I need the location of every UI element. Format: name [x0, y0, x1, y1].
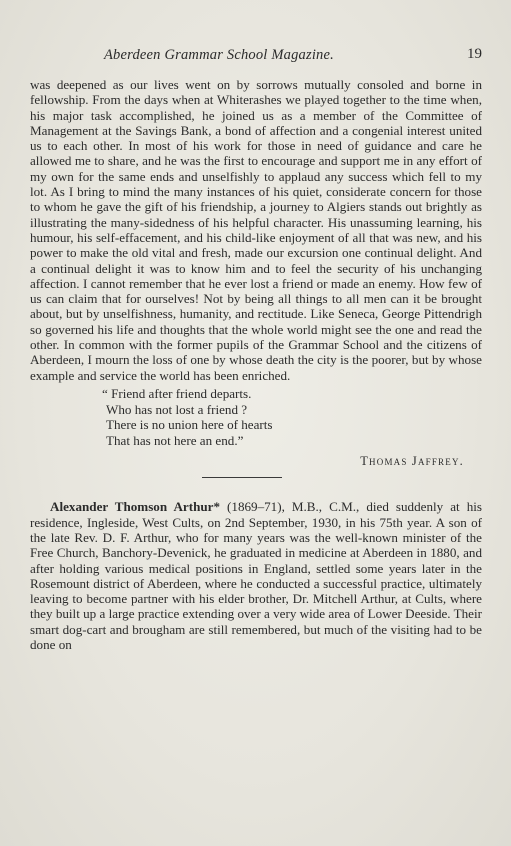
page-header [30, 47, 482, 67]
page-number: 19 [467, 46, 482, 62]
article-body [30, 77, 482, 652]
author-signature: Thomas Jaffrey. [360, 454, 464, 469]
verse-line: That has not here an end.” [106, 432, 244, 448]
verse-line: Who has not lost a friend ? [106, 401, 248, 417]
obituary-name: Alexander Thomson Arthur* [50, 499, 220, 515]
obituary-paragraph [30, 499, 482, 652]
quoted-verse [102, 385, 482, 448]
verse-line: There is no union here of hearts [106, 417, 273, 433]
obituary-text: (1869–71), M.B., C.M., died suddenly at his residence, Ingleside, West Cults, on 2nd September, 1930, in his 75th year. A son of the late Rev. D. F. Arthur, who for many years was the well-known minister of the Free Church, Banchory-Devenick, he graduated in medicine at Aberdeen in 1880, and after holding various medical positions in England, settled some years later in the Rosemount district of Aberdeen, where he conducted a successful practice, ultimately leaving to become partner with his elder brother, Dr. Mitchell Arthur, at Cults, where they built up a large practice extending over a very wide area of Lower Deeside. Their smart dog-cart and brougham are still remembered, but much of the visiting had to be done on [30, 499, 482, 652]
tribute-paragraph: was deepened as our lives went on by sorrows mutually consoled and borne in fellowship. From the days when at Whiterashes we played together to the time when, his major task accomplished, he joined us as a member of the Committee of Management at the Savings Bank, a bond of affection and a congenial interest united us to each other. In most of his work for those in need of guidance and care he allowed me to share, and he was the first to encourage and support me in any effort of my own for the same ends and unselfishly to applaud any success which fell to my lot. As I bring to mind the many instances of his quiet, considerate concern for those to whom he gave the gift of his friendship, a journey to Algiers stands out brightly as illustrating the many-sidedness of his helpful character. His unassuming learning, his humour, his self-effacement, and his child-like enjoyment of all that was new, and his power to make the old vital and fresh, made our excursion one continual delight. And a continual delight it was to know him and to feel the security of his unchanging affection. I cannot remember that he ever lost a friend or made an enemy. How few of us can claim that for ourselves! Not by being all things to all men can it be brought about, but by unselfishness, humanity, and rectitude. Like Seneca, George Pittendrigh so governed his life and thoughts that the whole world might see the one and read the other. In common with the former pupils of the Grammar School and the citizens of Aberdeen, I mourn the loss of one by whose death the city is the poorer, but by whose example and service the world has been enriched. [30, 77, 482, 383]
verse-line: “ Friend after friend departs. [102, 385, 252, 401]
section-divider [202, 477, 282, 478]
journal-title: Aberdeen Grammar School Magazine. [104, 47, 334, 63]
